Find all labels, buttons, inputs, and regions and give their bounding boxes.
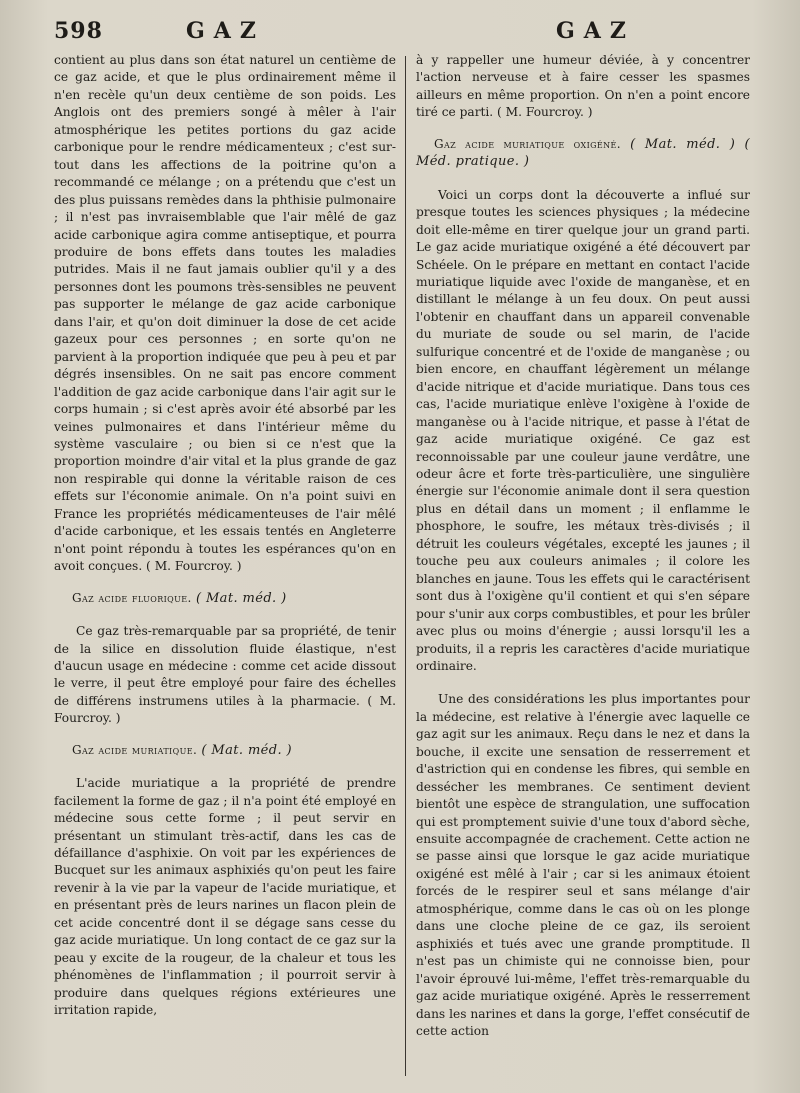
right-column <box>416 52 750 1040</box>
section-heading-gaz-acide-muriatique-oxigene <box>416 136 750 171</box>
section-heading-gaz-acide-fluorique <box>54 590 396 607</box>
paragraph-gaz-acide-fluorique: Ce gaz très-remarquable par sa propriété, de tenir de la silice en dissolution fluide élastique, n'est d'aucun usage en médecine : comme cet acide dissout le verre, il peut être employé pour faire des échelles de différens instrumens utiles à la pharmacie. ( M. Fourcroy. ) <box>54 624 396 726</box>
paragraph-gaz-acide-muriatique-continued: à y rappeller une humeur déviée, à y concentrer l'action nerveuse et à faire cesser les spasmes ailleurs en même proportion. On n'en a point encore tiré ce parti. ( M. Fourcroy. ) <box>416 53 750 120</box>
section-title: Gaz acide muriatique. <box>72 742 198 757</box>
paragraph-gaz-acide-muriatique: L'acide muriatique a la propriété de prendre facilement la forme de gaz ; il n'a point été employé en médecine sous cette forme ; il peut servir en présentant un stimulant très-actif, dans les cas de défaillance d'asphixie. On voit par les expériences de Bucquet sur les animaux asphixiés qu'on peut les faire revenir à la vie par la vapeur de l'acide muriatique, et en présentant près de leurs narines un flacon plein de cet acide concentré dont il se dégage sans cesse du gaz acide muriatique. Un long contact de ce gaz sur la peau y excite de la rougeur, de la chaleur et tous les phénomènes de l'inflammation ; il pourroit servir à produire dans quelques régions extérieures une irritation rapide, <box>54 776 396 1018</box>
section-reference: ( Mat. méd. ) ( Méd. pratique. ) <box>416 136 751 170</box>
section-heading-gaz-acide-muriatique <box>54 742 396 759</box>
paragraph-effets-sur-les-animaux: Une des considérations les plus importantes pour la médecine, est relative à l'énergie avec laquelle ce gaz agit sur les animaux. Reçu dans le nez et dans la bouche, il excite une sensation de resserrement et d'astriction qui en condense les fibres, qui semble en dessécher les membranes. Ce sentiment devient bientôt une espèce de strangulation, une suffocation qui est promptement suivie d'une toux d'abord sèche, ensuite accompagnée de crachement. Cette action ne se passe ainsi que lorsque le gaz acide muriatique oxigéné est mêlé à l'air ; car si les animaux étoient forcés de le respirer seul et sans mélange d'air atmosphérique, comme dans le cas où on les plonge dans une cloche pleine de ce gaz, ils seroient asphixiés et tués avec une grande promptitude. Il n'est pas un chimiste qui ne connoisse bien, pour l'avoir éprouvé lui-même, l'effet très-remarquable du gaz acide muriatique oxigéné. Après le resserrement dans les narines et dans la gorge, l'effet consécutif de cette action <box>416 692 750 1039</box>
paragraph-gaz-acide-muriatique-oxigene: Voici un corps dont la découverte a influé sur presque toutes les sciences physiques ; la médecine doit elle-même en tirer quelque jour un grand parti. Le gaz acide muriatique oxigéné a été découvert par Schéele. On le prépare en mettant en contact l'acide muriatique liquide avec l'oxide de manganèse, et en distillant le mélange à un feu doux. On peut aussi l'obtenir en chauffant dans un appareil convenable du muriate de soude ou sel marin, de l'acide sulfurique concentré et de l'oxide de manganèse ; ou bien encore, en chauffant légèrement un mélange d'acide nitrique et d'acide muriatique. Dans tous ces cas, l'acide muriatique enlève l'oxigène à l'oxide de manganèse ou à l'acide nitrique, et passe à l'état de gaz acide muriatique oxigéné. Ce gaz est reconnoissable par une couleur jaune verdâtre, une odeur âcre et forte très-particulière, une singulière énergie sur l'économie animale dont il sera question plus en détail dans un moment ; il enflamme le phosphore, le soufre, les métaux très-divisés ; il détruit les couleurs végétales, excepté les jaunes ; il touche peu aux couleurs animales ; il colore les blanches en jaune. Tous les effets qui le caractérisent sont dus à l'oxigène qu'il contient et qui s'en sépare pour s'unir aux corps combustibles, et pour les brûler avec plus ou moins d'énergie ; aussi lorsqu'il les a produits, il a repris les caractères d'acide muriatique ordinaire. <box>416 187 750 673</box>
section-title: Gaz acide muriatique oxigéné. <box>434 136 622 151</box>
section-reference: ( Mat. méd. ) <box>195 590 287 606</box>
page-number: 598 <box>54 18 103 44</box>
page-header <box>0 14 800 50</box>
section-reference: ( Mat. méd. ) <box>201 742 293 758</box>
paragraph-gaz-acide-carbonique-continued: contient au plus dans son état naturel un centième de ce gaz acide, et que le plus ordinairement même il n'en recèle qu'un deux centième de son poids. Les Anglois ont des premiers songé à mêler à l'air atmosphérique les petites portions du gaz acide carbonique pour le rendre médicamenteux ; c'est sur-tout dans les affections de la poitrine qu'on a recommandé ce mélange ; on a prétendu que c'est un des plus puissans remèdes dans la phthisie pulmonaire ; il n'est pas invraisemblable que l'air mêlé de gaz acide carbonique agira comme antiseptique, et pourra produire de bons effets dans toutes les maladies putrides. Mais il ne faut jamais oublier qu'il y a des personnes dont les poumons très-sensibles ne peuvent pas supporter le mélange de gaz acide carbonique dans l'air, et qu'on doit diminuer la dose de cet acide gazeux pour ces personnes ; en sorte qu'on ne parvient à la proportion indiquée que peu à peu et par dégrés insensibles. On ne sait pas encore comment l'addition de gaz acide carbonique dans l'air agit sur le corps humain ; si c'est après avoir été absorbé par les veines pulmonaires et dans l'intérieur même du système vasculaire ; ou bien si ce n'est que la proportion moindre d'air vital et la plus grande de gaz non respirable qui donne la véritable raison de ces effets sur l'économie animale. On n'a point suivi en France les propriétés médicamenteuses de l'air mêlé d'acide carbonique, et les essais tentés en Angleterre n'ont point répondu à toutes les espérances qu'on en avoit conçues. ( M. Fourcroy. ) <box>54 53 396 574</box>
paragraph-spacer <box>416 675 750 691</box>
running-head-right: GAZ <box>556 18 635 44</box>
left-column <box>54 52 396 1020</box>
running-head-left: GAZ <box>186 18 265 44</box>
column-divider <box>405 56 406 1076</box>
section-title: Gaz acide fluorique. <box>72 590 192 605</box>
